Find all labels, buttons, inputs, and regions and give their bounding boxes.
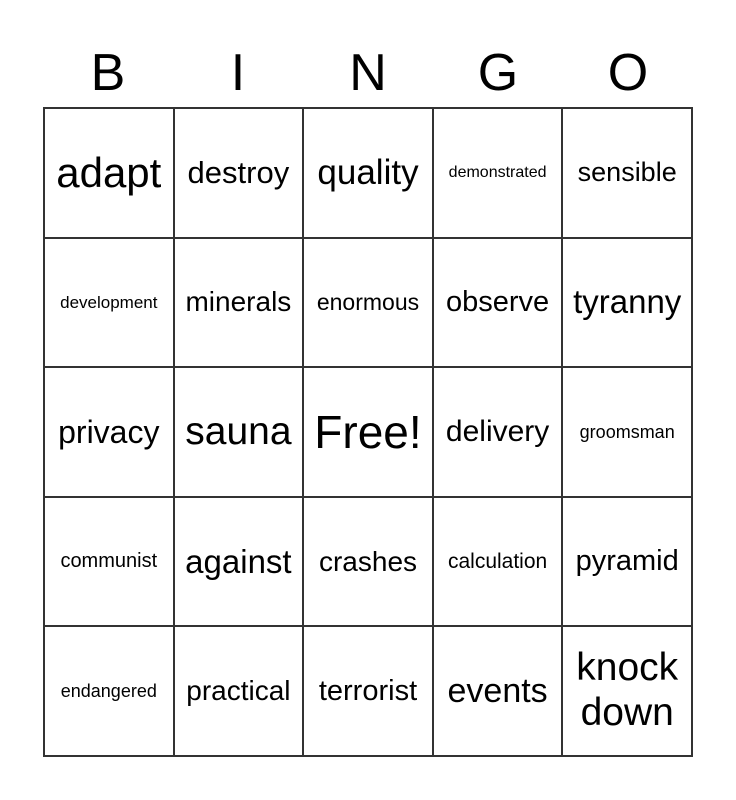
bingo-cell[interactable]: [174, 108, 304, 238]
header-letter-o: O: [607, 44, 649, 102]
bingo-cell[interactable]: [44, 108, 174, 238]
cell-word: sensible: [577, 157, 677, 188]
cell-word: enormous: [316, 289, 420, 316]
header-letter-i: I: [230, 44, 246, 102]
cell-word: events: [447, 671, 548, 710]
cell-word: crashes: [318, 545, 418, 577]
bingo-cell[interactable]: [562, 238, 692, 368]
header-letter-b: B: [90, 44, 126, 102]
cell-word: delivery: [445, 414, 550, 448]
free-space-cell[interactable]: [303, 367, 433, 497]
cell-word: tyranny: [573, 283, 682, 321]
header-letter-g: G: [477, 44, 519, 102]
bingo-cell[interactable]: [174, 497, 304, 627]
cell-word: adapt: [56, 148, 162, 196]
bingo-cell[interactable]: [44, 238, 174, 368]
bingo-cell[interactable]: [174, 626, 304, 756]
bingo-cell[interactable]: [174, 367, 304, 497]
bingo-cell[interactable]: [433, 367, 563, 497]
bingo-cell[interactable]: [303, 108, 433, 238]
bingo-card-grid: [43, 107, 693, 757]
bingo-cell[interactable]: [562, 108, 692, 238]
bingo-cell[interactable]: [303, 497, 433, 627]
cell-word: observe: [446, 285, 550, 318]
cell-word: practical: [186, 675, 291, 707]
cell-word: privacy: [58, 413, 160, 450]
cell-word: minerals: [185, 286, 292, 318]
bingo-cell[interactable]: [303, 238, 433, 368]
bingo-cell[interactable]: [433, 497, 563, 627]
cell-word: sauna: [185, 409, 292, 453]
cell-word: groomsman: [579, 421, 675, 442]
cell-word: destroy: [187, 154, 290, 190]
bingo-cell[interactable]: [562, 367, 692, 497]
cell-word: demonstrated: [448, 163, 547, 181]
bingo-cell[interactable]: [433, 108, 563, 238]
cell-word: communist: [60, 550, 158, 573]
bingo-header: [43, 42, 693, 104]
bingo-cell[interactable]: [44, 367, 174, 497]
bingo-cell[interactable]: [44, 626, 174, 756]
bingo-cell[interactable]: [174, 238, 304, 368]
bingo-cell[interactable]: [433, 238, 563, 368]
bingo-cell[interactable]: [44, 497, 174, 627]
cell-word: development: [60, 292, 158, 312]
cell-word: against: [185, 542, 292, 580]
cell-word: knock down: [576, 646, 679, 735]
cell-word: quality: [317, 152, 419, 192]
bingo-cell[interactable]: [562, 497, 692, 627]
bingo-cell[interactable]: [433, 626, 563, 756]
bingo-cell[interactable]: [562, 626, 692, 756]
bingo-cell[interactable]: [303, 626, 433, 756]
cell-word: pyramid: [575, 544, 679, 577]
cell-word: calculation: [447, 549, 548, 573]
header-letter-n: N: [349, 44, 387, 102]
cell-word: endangered: [60, 680, 157, 701]
free-space-label: Free!: [314, 405, 422, 458]
cell-word: terrorist: [318, 674, 418, 707]
